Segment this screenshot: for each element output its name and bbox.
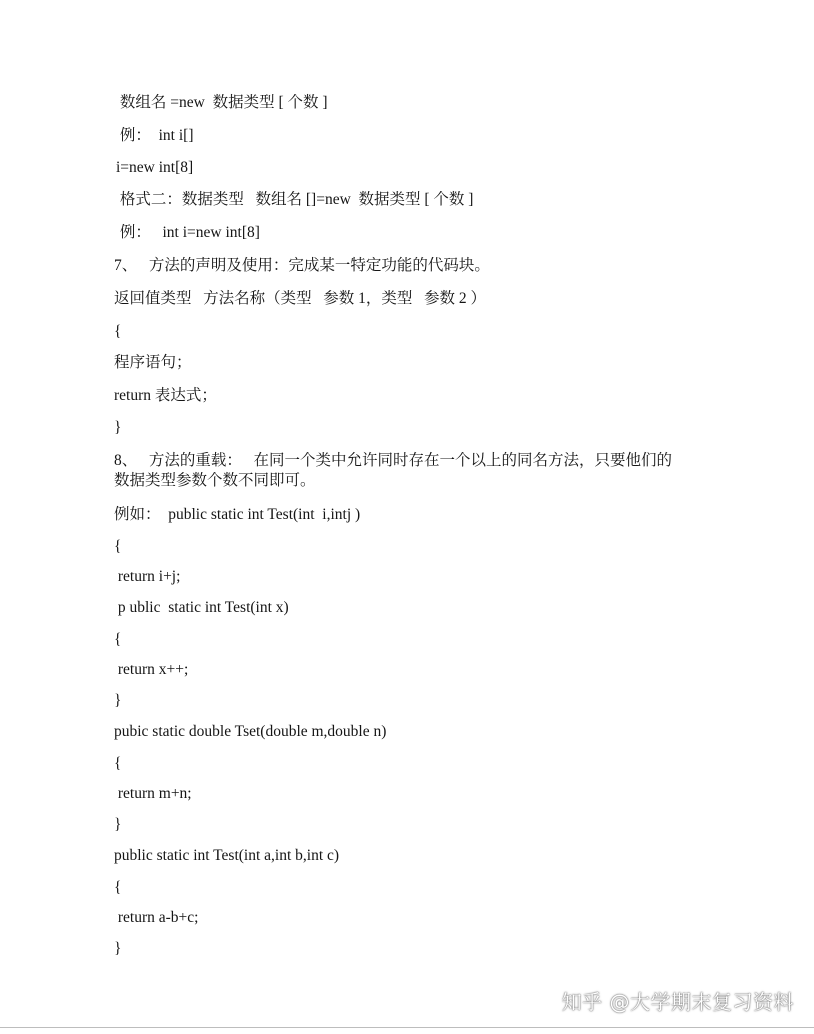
text-line: 格式二：数据类型 数组名 []=new 数据类型 [ 个数 ]: [116, 191, 474, 208]
text-line: 程序语句；: [114, 354, 192, 371]
code-line: {: [114, 323, 122, 340]
code-line: {: [114, 538, 122, 555]
code-line: pubic static double Tset(double m,double n): [114, 723, 387, 740]
code-line: {: [114, 755, 122, 772]
watermark: 知乎 @大学期末复习资料: [561, 990, 794, 1014]
code-line: }: [114, 419, 122, 436]
code-line: return 表达式；: [114, 387, 217, 404]
code-line: 例如： public static int Test(int i,intj ): [114, 506, 361, 523]
text-line: 返回值类型 方法名称（类型 参数 1，类型 参数 2 ）: [114, 290, 487, 307]
code-line: }: [114, 692, 122, 709]
code-line: public static int Test(int a,int b,int c): [114, 847, 340, 864]
text-line: i=new int[8]: [116, 159, 194, 176]
text-line: 数组名 =new 数据类型 [ 个数 ]: [116, 94, 328, 111]
code-line: }: [114, 940, 122, 957]
text-line: 例： int i=new int[8]: [116, 224, 260, 241]
code-line: return a-b+c;: [114, 909, 199, 926]
code-line: return m+n;: [114, 785, 192, 802]
code-line: return x++;: [114, 661, 189, 678]
text-line: 例： int i[]: [116, 127, 194, 144]
section-heading-7: 7、 方法的声明及使用：完成某一特定功能的代码块。: [114, 257, 490, 274]
code-line: return i+j;: [114, 568, 181, 585]
code-line: {: [114, 631, 122, 648]
section-heading-8: 8、 方法的重载： 在同一个类中允许同时存在一个以上的同名方法，只要他们的: [114, 452, 673, 469]
code-line: {: [114, 879, 122, 896]
page-divider: [0, 1027, 814, 1028]
code-line: p ublic static int Test(int x): [114, 599, 289, 616]
text-line: 数据类型参数个数不同即可。: [114, 472, 316, 489]
code-line: }: [114, 816, 122, 833]
